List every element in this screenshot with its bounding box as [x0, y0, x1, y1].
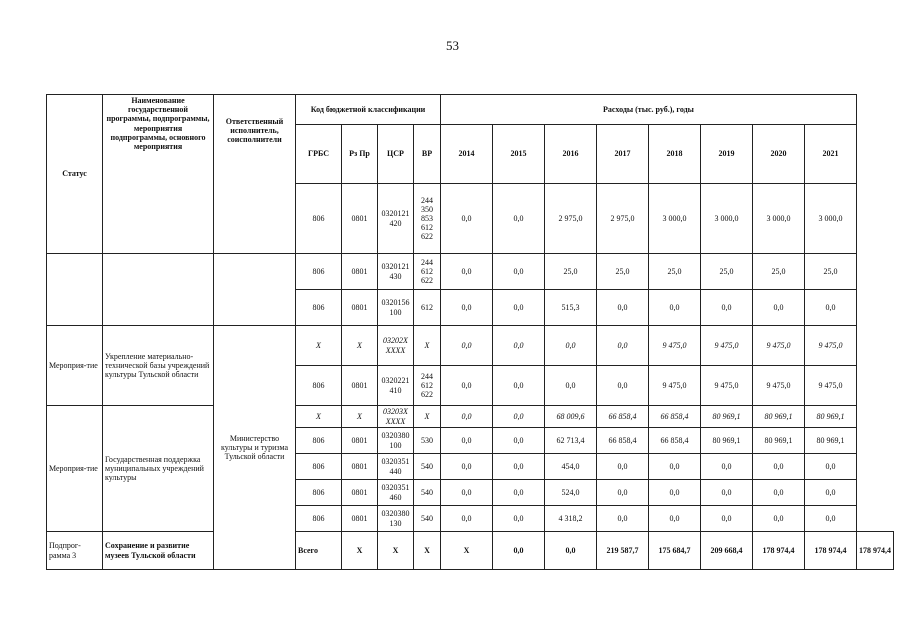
csr-cell: X — [414, 532, 441, 570]
year-header: 2016 — [545, 125, 597, 184]
value-cell: 0,0 — [649, 454, 701, 480]
measure-name-cell: Укрепление материально-технической базы учреждений культуры Тульской области — [103, 326, 214, 406]
table-row — [47, 326, 894, 366]
grbs-cell: X — [296, 326, 342, 366]
value-cell: 0,0 — [441, 506, 493, 532]
vr-cell: X — [414, 326, 441, 366]
year-header: 2018 — [649, 125, 701, 184]
grbs-cell: 806 — [296, 290, 342, 326]
year-header: 2015 — [493, 125, 545, 184]
csr-cell: 0320156100 — [378, 290, 414, 326]
value-cell: 0,0 — [805, 290, 857, 326]
value-cell: 0,0 — [441, 406, 493, 428]
csr-cell: 0320351460 — [378, 480, 414, 506]
value-cell: 0,0 — [597, 454, 649, 480]
value-cell: 80 969,1 — [753, 428, 805, 454]
rzpr-cell: X — [342, 406, 378, 428]
value-cell: 178 974,4 — [753, 532, 805, 570]
vr-cell: X — [414, 406, 441, 428]
grbs-cell: 806 — [296, 254, 342, 290]
value-cell: 0,0 — [441, 184, 493, 254]
value-cell: 3 000,0 — [649, 184, 701, 254]
value-cell: 0,0 — [597, 290, 649, 326]
value-cell: 0,0 — [493, 454, 545, 480]
vr-cell: 540 — [414, 480, 441, 506]
rzpr-cell: X — [342, 326, 378, 366]
value-cell: 66 858,4 — [597, 406, 649, 428]
measure-name-cell: Государственная поддержка муниципальных учреждений культуры — [103, 406, 214, 532]
value-cell: 0,0 — [597, 506, 649, 532]
executor-cell: Всего — [296, 532, 342, 570]
expenses-header: Расходы (тыс. руб.), годы — [441, 95, 857, 125]
vr-cell: X — [441, 532, 493, 570]
value-cell: 0,0 — [545, 366, 597, 406]
value-cell: 0,0 — [493, 366, 545, 406]
grbs-cell: X — [342, 532, 378, 570]
grbs-cell: 806 — [296, 184, 342, 254]
value-cell: 62 713,4 — [545, 428, 597, 454]
year-header: 2019 — [701, 125, 753, 184]
value-cell: 175 684,7 — [649, 532, 701, 570]
value-cell: 0,0 — [441, 254, 493, 290]
value-cell: 80 969,1 — [805, 428, 857, 454]
value-cell: 66 858,4 — [649, 428, 701, 454]
year-header: 2014 — [441, 125, 493, 184]
value-cell: 0,0 — [441, 366, 493, 406]
rzpr-cell: 0801 — [342, 428, 378, 454]
grbs-cell: X — [296, 406, 342, 428]
rzpr-cell: X — [378, 532, 414, 570]
value-cell: 80 969,1 — [805, 406, 857, 428]
value-cell: 0,0 — [701, 480, 753, 506]
rzpr-cell: 0801 — [342, 290, 378, 326]
value-cell: 0,0 — [493, 290, 545, 326]
value-cell: 524,0 — [545, 480, 597, 506]
grbs-cell: 806 — [296, 506, 342, 532]
value-cell: 25,0 — [597, 254, 649, 290]
value-cell: 4 318,2 — [545, 506, 597, 532]
value-cell: 0,0 — [493, 532, 545, 570]
subprogram-name-cell: Сохранение и развитие музеев Тульской области — [103, 532, 214, 570]
value-cell: 0,0 — [493, 506, 545, 532]
rzpr-cell: 0801 — [342, 480, 378, 506]
status-cell: Мероприя-тие — [47, 326, 103, 406]
value-cell: 0,0 — [649, 506, 701, 532]
header-row-1 — [47, 95, 894, 125]
rzpr-cell: 0801 — [342, 506, 378, 532]
rzpr-header: Рз Пр — [342, 125, 378, 184]
executor-cell: Министерство культуры и туризма Тульской области — [214, 326, 296, 570]
rzpr-cell: 0801 — [342, 454, 378, 480]
value-cell: 0,0 — [545, 326, 597, 366]
executor-header: Ответственный исполнитель, соисполнители — [214, 95, 296, 254]
executor-cell — [214, 254, 296, 326]
value-cell: 0,0 — [493, 480, 545, 506]
status-cell — [47, 254, 103, 326]
name-cell — [103, 254, 214, 326]
value-cell: 0,0 — [753, 506, 805, 532]
value-cell: 66 858,4 — [597, 428, 649, 454]
value-cell: 3 000,0 — [805, 184, 857, 254]
value-cell: 0,0 — [441, 454, 493, 480]
value-cell: 209 668,4 — [701, 532, 753, 570]
budget-code-header: Код бюджетной классификации — [296, 95, 441, 125]
status-header: Статус — [47, 95, 103, 254]
value-cell: 25,0 — [701, 254, 753, 290]
csr-cell: 0320380130 — [378, 506, 414, 532]
value-cell: 80 969,1 — [701, 406, 753, 428]
value-cell: 178 974,4 — [857, 532, 894, 570]
value-cell: 0,0 — [493, 428, 545, 454]
value-cell: 9 475,0 — [701, 366, 753, 406]
csr-cell: 0320121430 — [378, 254, 414, 290]
value-cell: 25,0 — [649, 254, 701, 290]
value-cell: 0,0 — [649, 290, 701, 326]
value-cell: 0,0 — [441, 480, 493, 506]
rzpr-cell: 0801 — [342, 254, 378, 290]
vr-cell: 244 350 853 612 622 — [414, 184, 441, 254]
vr-header: ВР — [414, 125, 441, 184]
csr-cell: 03202X XXXX — [378, 326, 414, 366]
table-row — [47, 532, 894, 570]
csr-cell: 0320121420 — [378, 184, 414, 254]
value-cell: 25,0 — [545, 254, 597, 290]
value-cell: 0,0 — [441, 326, 493, 366]
vr-cell: 540 — [414, 506, 441, 532]
csr-cell: 03203X XXXX — [378, 406, 414, 428]
value-cell: 80 969,1 — [753, 406, 805, 428]
value-cell: 0,0 — [597, 326, 649, 366]
value-cell: 9 475,0 — [753, 366, 805, 406]
value-cell: 9 475,0 — [701, 326, 753, 366]
value-cell: 0,0 — [493, 326, 545, 366]
table-row — [47, 254, 894, 290]
value-cell: 25,0 — [805, 254, 857, 290]
rzpr-cell: 0801 — [342, 184, 378, 254]
value-cell: 0,0 — [805, 480, 857, 506]
value-cell: 9 475,0 — [649, 366, 701, 406]
status-cell: Подпрог-рамма 3 — [47, 532, 103, 570]
status-cell: Мероприя-тие — [47, 406, 103, 532]
value-cell: 3 000,0 — [701, 184, 753, 254]
value-cell: 9 475,0 — [805, 366, 857, 406]
csr-cell: 0320351440 — [378, 454, 414, 480]
vr-cell: 244 612 622 — [414, 254, 441, 290]
value-cell: 515,3 — [545, 290, 597, 326]
value-cell: 0,0 — [493, 406, 545, 428]
grbs-cell: 806 — [296, 454, 342, 480]
grbs-header: ГРБС — [296, 125, 342, 184]
value-cell: 66 858,4 — [649, 406, 701, 428]
grbs-cell: 806 — [296, 428, 342, 454]
csr-cell: 0320221410 — [378, 366, 414, 406]
value-cell: 25,0 — [753, 254, 805, 290]
year-header: 2020 — [753, 125, 805, 184]
value-cell: 0,0 — [701, 454, 753, 480]
year-header: 2017 — [597, 125, 649, 184]
value-cell: 9 475,0 — [753, 326, 805, 366]
value-cell: 68 009,6 — [545, 406, 597, 428]
value-cell: 3 000,0 — [753, 184, 805, 254]
value-cell: 0,0 — [701, 290, 753, 326]
value-cell: 178 974,4 — [805, 532, 857, 570]
vr-cell: 612 — [414, 290, 441, 326]
value-cell: 0,0 — [805, 454, 857, 480]
value-cell: 0,0 — [441, 428, 493, 454]
value-cell: 2 975,0 — [545, 184, 597, 254]
value-cell: 9 475,0 — [649, 326, 701, 366]
value-cell: 0,0 — [753, 454, 805, 480]
value-cell: 0,0 — [493, 254, 545, 290]
value-cell: 0,0 — [441, 290, 493, 326]
value-cell: 219 587,7 — [597, 532, 649, 570]
value-cell: 80 969,1 — [701, 428, 753, 454]
csr-cell: 0320380100 — [378, 428, 414, 454]
vr-cell: 540 — [414, 454, 441, 480]
value-cell: 0,0 — [597, 480, 649, 506]
vr-cell: 530 — [414, 428, 441, 454]
grbs-cell: 806 — [296, 366, 342, 406]
value-cell: 0,0 — [597, 366, 649, 406]
page-number: 53 — [446, 38, 459, 53]
grbs-cell: 806 — [296, 480, 342, 506]
value-cell: 0,0 — [701, 506, 753, 532]
value-cell: 2 975,0 — [597, 184, 649, 254]
budget-table — [46, 94, 894, 570]
year-header: 2021 — [805, 125, 857, 184]
name-header: Наименование государственной программы, подпрограммы, мероприятия подпрограммы, основного мероприятия — [103, 95, 214, 254]
value-cell: 0,0 — [649, 480, 701, 506]
value-cell: 0,0 — [493, 184, 545, 254]
value-cell: 0,0 — [753, 290, 805, 326]
value-cell: 454,0 — [545, 454, 597, 480]
rzpr-cell: 0801 — [342, 366, 378, 406]
value-cell: 0,0 — [545, 532, 597, 570]
csr-header: ЦСР — [378, 125, 414, 184]
value-cell: 0,0 — [753, 480, 805, 506]
table-row — [47, 406, 894, 428]
value-cell: 0,0 — [805, 506, 857, 532]
value-cell: 9 475,0 — [805, 326, 857, 366]
vr-cell: 244 612 622 — [414, 366, 441, 406]
